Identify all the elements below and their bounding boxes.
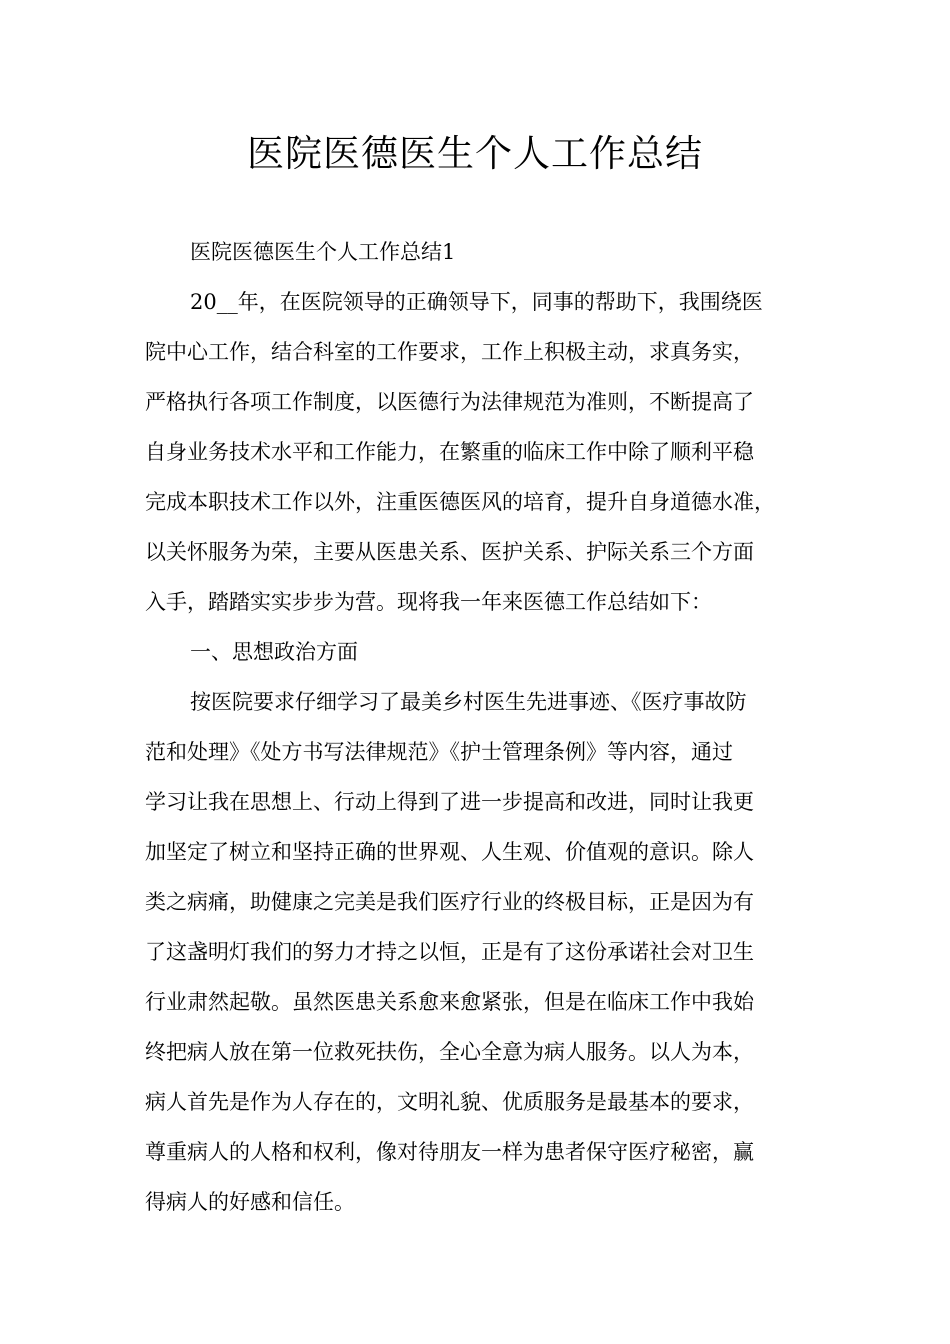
text-line: 20__年，在医院领导的正确领导下，同事的帮助下，我围绕医 — [190, 290, 763, 314]
text-line: 行业肃然起敬。虽然医患关系愈来愈紧张，但是在临床工作中我始 — [145, 990, 754, 1014]
text-line: 自身业务技术水平和工作能力，在繁重的临床工作中除了顺利平稳 — [145, 440, 754, 464]
text-line: 一、思想政治方面 — [190, 640, 358, 664]
text-line: 院中心工作，结合科室的工作要求，工作上积极主动，求真务实， — [145, 340, 754, 364]
text-line: 按医院要求仔细学习了最美乡村医生先进事迹、《医疗事故防 — [190, 690, 747, 714]
text-line: 范和处理》《处方书写法律规范》《护士管理条例》等内容，通过 — [145, 740, 733, 764]
text-line: 学习让我在思想上、行动上得到了进一步提高和改进，同时让我更 — [145, 790, 754, 814]
text-line: 终把病人放在第一位救死扶伤，全心全意为病人服务。以人为本， — [145, 1040, 754, 1064]
text-line: 入手，踏踏实实步步为营。现将我一年来医德工作总结如下： — [145, 590, 712, 614]
text-line: 医院医德医生个人工作总结1 — [190, 240, 456, 264]
text-line: 病人首先是作为人存在的，文明礼貌、优质服务是最基本的要求， — [145, 1090, 754, 1114]
document-body — [145, 227, 825, 1227]
text-line: 完成本职技术工作以外，注重医德医风的培育，提升自身道德水准， — [145, 490, 775, 514]
document-title: 医院医德医生个人工作总结 — [247, 132, 703, 175]
text-line: 尊重病人的人格和权利，像对待朋友一样为患者保守医疗秘密，赢 — [145, 1140, 754, 1164]
text-line: 以关怀服务为荣，主要从医患关系、医护关系、护际关系三个方面 — [145, 540, 754, 564]
text-line: 严格执行各项工作制度，以医德行为法律规范为准则，不断提高了 — [145, 390, 754, 414]
text-line: 加坚定了树立和坚持正确的世界观、人生观、价值观的意识。除人 — [145, 840, 754, 864]
text-line: 了这盏明灯我们的努力才持之以恒，正是有了这份承诺社会对卫生 — [145, 940, 754, 964]
text-line: 得病人的好感和信任。 — [145, 1190, 355, 1214]
text-line: 类之病痛，助健康之完美是我们医疗行业的终极目标，正是因为有 — [145, 890, 754, 914]
